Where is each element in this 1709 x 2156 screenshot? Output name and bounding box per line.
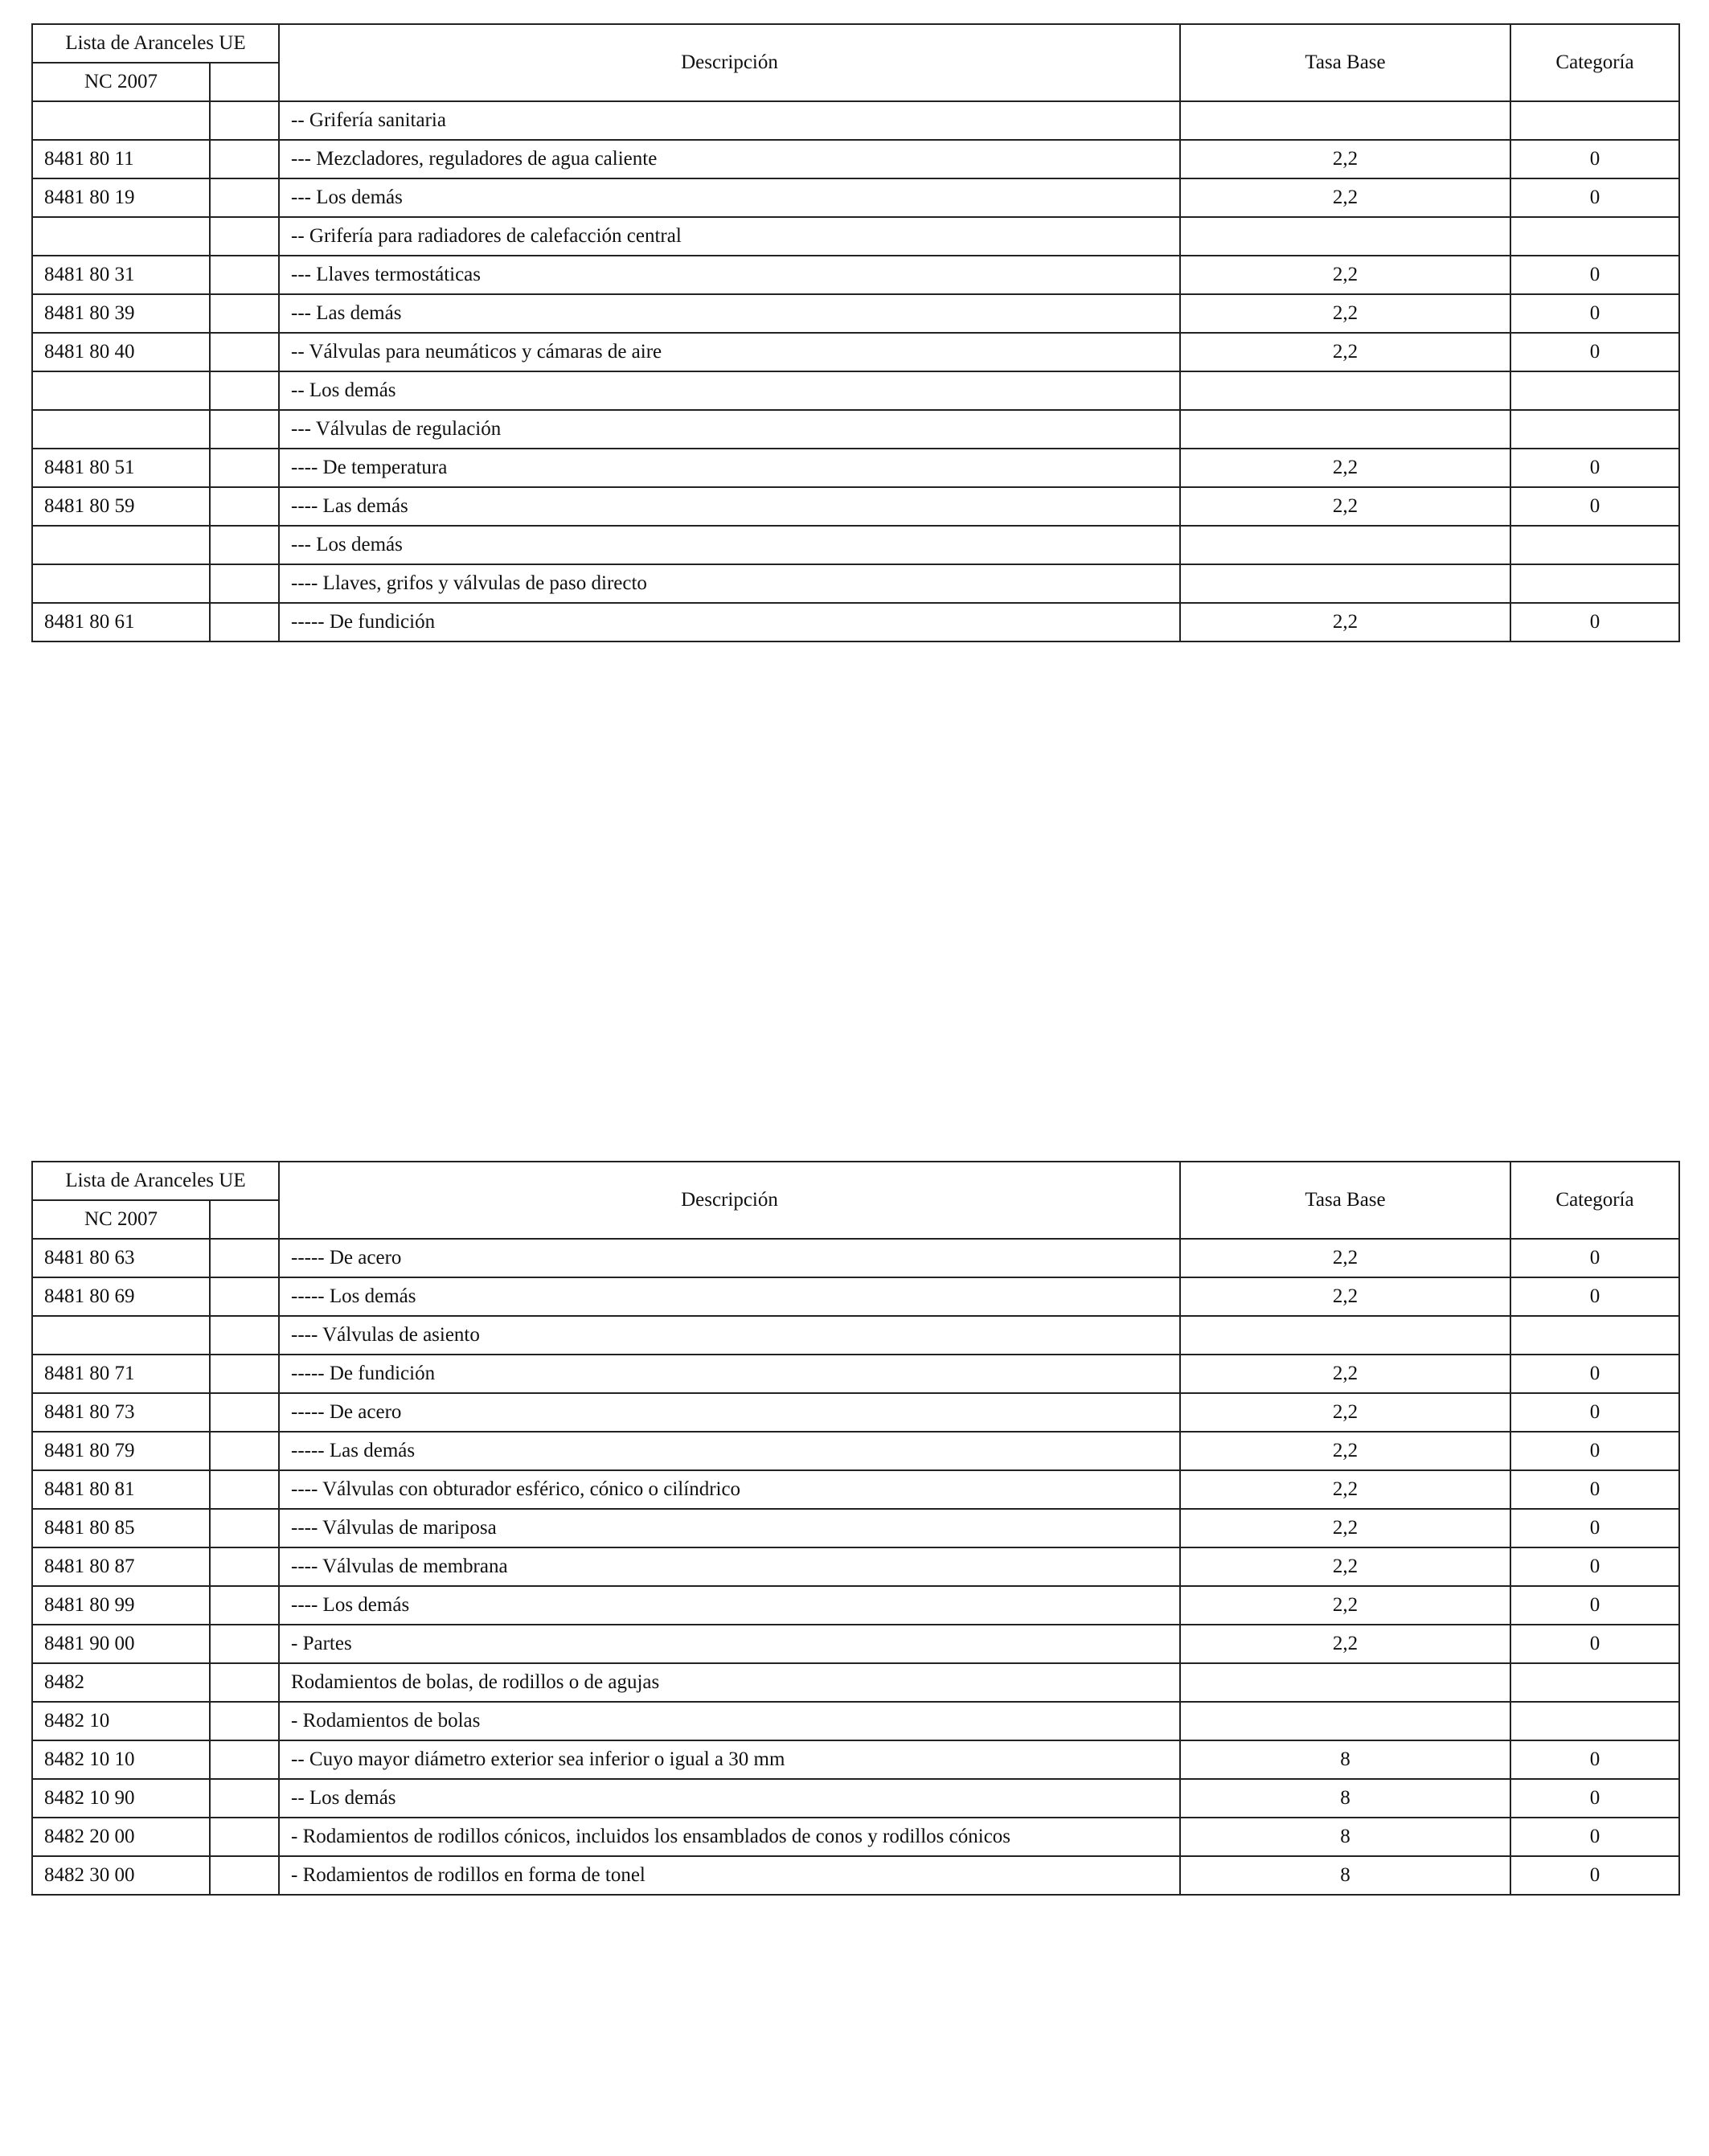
category-cell: 0 (1510, 1277, 1679, 1316)
base-rate-cell (1180, 1316, 1510, 1355)
category-cell: 0 (1510, 487, 1679, 526)
base-rate-cell (1180, 410, 1510, 449)
blank-cell (210, 140, 279, 178)
table-row (32, 603, 1679, 641)
base-rate-cell (1180, 371, 1510, 410)
tariff-code-cell: 8481 80 85 (32, 1509, 210, 1547)
description-cell: - Rodamientos de bolas (279, 1702, 1180, 1740)
tariff-code-cell: 8481 90 00 (32, 1625, 210, 1663)
blank-cell (210, 1509, 279, 1547)
blank-cell (210, 1740, 279, 1779)
description-cell: ---- Válvulas de membrana (279, 1547, 1180, 1586)
description-cell: -- Cuyo mayor diámetro exterior sea inferior o igual a 30 mm (279, 1740, 1180, 1779)
blank-header-cell (210, 1200, 279, 1239)
table-row (32, 1702, 1679, 1740)
base-rate-cell: 8 (1180, 1779, 1510, 1818)
table-row (32, 1432, 1679, 1470)
nc-2007-header: NC 2007 (32, 63, 210, 101)
blank-cell (210, 1663, 279, 1702)
blank-header-cell (210, 63, 279, 101)
table-row (32, 487, 1679, 526)
list-title-header: Lista de Aranceles UE (32, 1162, 279, 1200)
description-cell: ----- De fundición (279, 603, 1180, 641)
tariff-code-cell: 8481 80 81 (32, 1470, 210, 1509)
description-cell: ---- Válvulas de mariposa (279, 1509, 1180, 1547)
tariff-code-cell: 8481 80 11 (32, 140, 210, 178)
base-rate-cell: 8 (1180, 1740, 1510, 1779)
description-cell: ----- De acero (279, 1239, 1180, 1277)
tariff-code-cell: 8482 30 00 (32, 1856, 210, 1895)
table-row (32, 1818, 1679, 1856)
description-cell: -- Los demás (279, 371, 1180, 410)
description-cell: - Partes (279, 1625, 1180, 1663)
base-rate-cell: 2,2 (1180, 1355, 1510, 1393)
category-cell: 0 (1510, 1547, 1679, 1586)
table-row (32, 256, 1679, 294)
category-cell (1510, 1663, 1679, 1702)
category-cell: 0 (1510, 1355, 1679, 1393)
tariff-code-cell: 8481 80 63 (32, 1239, 210, 1277)
table-row (32, 1547, 1679, 1586)
category-cell (1510, 1316, 1679, 1355)
description-cell: --- Los demás (279, 526, 1180, 564)
description-cell: -- Los demás (279, 1779, 1180, 1818)
table-row (32, 1779, 1679, 1818)
blank-cell (210, 178, 279, 217)
description-cell: --- Llaves termostáticas (279, 256, 1180, 294)
tariff-code-cell: 8481 80 40 (32, 333, 210, 371)
table-row (32, 1856, 1679, 1895)
table-row (32, 564, 1679, 603)
category-cell: 0 (1510, 603, 1679, 641)
base-rate-cell (1180, 101, 1510, 140)
blank-cell (210, 1547, 279, 1586)
category-cell: 0 (1510, 333, 1679, 371)
category-cell (1510, 410, 1679, 449)
blank-cell (210, 256, 279, 294)
base-rate-cell: 2,2 (1180, 1586, 1510, 1625)
base-rate-cell: 2,2 (1180, 1470, 1510, 1509)
base-rate-cell: 2,2 (1180, 140, 1510, 178)
description-cell: ---- Los demás (279, 1586, 1180, 1625)
base-rate-cell: 2,2 (1180, 487, 1510, 526)
table-row (32, 1663, 1679, 1702)
tariff-code-cell: 8481 80 39 (32, 294, 210, 333)
description-cell: ----- Las demás (279, 1432, 1180, 1470)
base-rate-cell: 2,2 (1180, 1239, 1510, 1277)
table-row (32, 410, 1679, 449)
blank-cell (210, 1316, 279, 1355)
base-rate-cell: 2,2 (1180, 1625, 1510, 1663)
blank-cell (210, 526, 279, 564)
base-rate-cell: 2,2 (1180, 178, 1510, 217)
tariff-code-cell: 8481 80 79 (32, 1432, 210, 1470)
description-cell: ----- De acero (279, 1393, 1180, 1432)
base-rate-cell (1180, 526, 1510, 564)
description-cell: --- Las demás (279, 294, 1180, 333)
base-rate-cell: 8 (1180, 1856, 1510, 1895)
description-header: Descripción (279, 1162, 1180, 1239)
base-rate-cell: 2,2 (1180, 333, 1510, 371)
table-row (32, 1509, 1679, 1547)
description-cell: --- Los demás (279, 178, 1180, 217)
table-row (32, 371, 1679, 410)
category-cell (1510, 217, 1679, 256)
blank-cell (210, 1586, 279, 1625)
base-rate-cell (1180, 1702, 1510, 1740)
description-cell: ---- Válvulas de asiento (279, 1316, 1180, 1355)
blank-cell (210, 449, 279, 487)
tariff-code-cell: 8481 80 59 (32, 487, 210, 526)
table-row (32, 1470, 1679, 1509)
tariff-code-cell: 8482 (32, 1663, 210, 1702)
table-row (32, 1586, 1679, 1625)
base-rate-cell (1180, 564, 1510, 603)
blank-cell (210, 603, 279, 641)
blank-cell (210, 371, 279, 410)
category-cell: 0 (1510, 178, 1679, 217)
blank-cell (210, 1393, 279, 1432)
tariff-code-cell (32, 526, 210, 564)
blank-cell (210, 294, 279, 333)
description-cell: - Rodamientos de rodillos en forma de tonel (279, 1856, 1180, 1895)
table-row (32, 217, 1679, 256)
category-cell (1510, 1702, 1679, 1740)
description-cell: ----- De fundición (279, 1355, 1180, 1393)
category-cell: 0 (1510, 1509, 1679, 1547)
description-cell: - Rodamientos de rodillos cónicos, incluidos los ensamblados de conos y rodillos cónicos (279, 1818, 1180, 1856)
blank-cell (210, 1470, 279, 1509)
category-cell: 0 (1510, 1432, 1679, 1470)
category-cell: 0 (1510, 449, 1679, 487)
blank-cell (210, 1625, 279, 1663)
tariff-code-cell: 8481 80 71 (32, 1355, 210, 1393)
tariff-code-cell (32, 101, 210, 140)
tariff-code-cell: 8482 10 10 (32, 1740, 210, 1779)
category-cell (1510, 526, 1679, 564)
description-cell: -- Grifería para radiadores de calefacción central (279, 217, 1180, 256)
category-cell: 0 (1510, 1779, 1679, 1818)
category-header: Categoría (1510, 1162, 1679, 1239)
base-rate-header: Tasa Base (1180, 1162, 1510, 1239)
base-rate-cell: 2,2 (1180, 603, 1510, 641)
table-row (32, 140, 1679, 178)
description-cell: --- Mezcladores, reguladores de agua caliente (279, 140, 1180, 178)
tariff-code-cell: 8481 80 73 (32, 1393, 210, 1432)
category-cell: 0 (1510, 1586, 1679, 1625)
category-cell: 0 (1510, 1393, 1679, 1432)
description-header: Descripción (279, 24, 1180, 101)
category-cell: 0 (1510, 1470, 1679, 1509)
table-row (32, 178, 1679, 217)
base-rate-cell: 2,2 (1180, 1277, 1510, 1316)
blank-cell (210, 333, 279, 371)
base-rate-cell: 2,2 (1180, 1509, 1510, 1547)
tariff-code-cell (32, 410, 210, 449)
base-rate-cell (1180, 1663, 1510, 1702)
table-row (32, 1277, 1679, 1316)
blank-cell (210, 1856, 279, 1895)
table-row (32, 1316, 1679, 1355)
tariff-code-cell: 8481 80 19 (32, 178, 210, 217)
category-cell: 0 (1510, 1239, 1679, 1277)
blank-cell (210, 1432, 279, 1470)
base-rate-header: Tasa Base (1180, 24, 1510, 101)
category-header: Categoría (1510, 24, 1679, 101)
blank-cell (210, 564, 279, 603)
base-rate-cell: 8 (1180, 1818, 1510, 1856)
blank-cell (210, 410, 279, 449)
blank-cell (210, 101, 279, 140)
tariff-code-cell: 8481 80 31 (32, 256, 210, 294)
tariff-code-cell (32, 564, 210, 603)
tariff-code-cell: 8481 80 61 (32, 603, 210, 641)
description-cell: Rodamientos de bolas, de rodillos o de agujas (279, 1663, 1180, 1702)
table-row (32, 1355, 1679, 1393)
category-cell (1510, 101, 1679, 140)
tariff-code-cell (32, 1316, 210, 1355)
blank-cell (210, 487, 279, 526)
tariff-code-cell (32, 217, 210, 256)
blank-cell (210, 1239, 279, 1277)
tariff-code-cell (32, 371, 210, 410)
tariff-code-cell: 8482 10 90 (32, 1779, 210, 1818)
description-cell: ---- De temperatura (279, 449, 1180, 487)
table-row (32, 526, 1679, 564)
category-cell (1510, 564, 1679, 603)
blank-cell (210, 1702, 279, 1740)
blank-cell (210, 1818, 279, 1856)
description-cell: -- Grifería sanitaria (279, 101, 1180, 140)
blank-cell (210, 1277, 279, 1316)
tariff-table-1 (31, 23, 1680, 642)
base-rate-cell: 2,2 (1180, 1432, 1510, 1470)
table-row (32, 294, 1679, 333)
tariff-code-cell: 8481 80 51 (32, 449, 210, 487)
blank-cell (210, 217, 279, 256)
description-cell: -- Válvulas para neumáticos y cámaras de aire (279, 333, 1180, 371)
blank-cell (210, 1355, 279, 1393)
base-rate-cell: 2,2 (1180, 294, 1510, 333)
table-row (32, 1393, 1679, 1432)
table-row (32, 1740, 1679, 1779)
base-rate-cell (1180, 217, 1510, 256)
description-cell: ---- Llaves, grifos y válvulas de paso directo (279, 564, 1180, 603)
base-rate-cell: 2,2 (1180, 449, 1510, 487)
description-cell: ---- Las demás (279, 487, 1180, 526)
tariff-code-cell: 8482 10 (32, 1702, 210, 1740)
base-rate-cell: 2,2 (1180, 256, 1510, 294)
table-row (32, 1239, 1679, 1277)
base-rate-cell: 2,2 (1180, 1547, 1510, 1586)
base-rate-cell: 2,2 (1180, 1393, 1510, 1432)
category-cell: 0 (1510, 1625, 1679, 1663)
tariff-code-cell: 8482 20 00 (32, 1818, 210, 1856)
tariff-code-cell: 8481 80 87 (32, 1547, 210, 1586)
category-cell: 0 (1510, 256, 1679, 294)
category-cell: 0 (1510, 1740, 1679, 1779)
description-cell: --- Válvulas de regulación (279, 410, 1180, 449)
list-title-header: Lista de Aranceles UE (32, 24, 279, 63)
table-row (32, 101, 1679, 140)
category-cell: 0 (1510, 1818, 1679, 1856)
table-row (32, 1625, 1679, 1663)
blank-cell (210, 1779, 279, 1818)
tariff-table-2 (31, 1161, 1680, 1896)
category-cell (1510, 371, 1679, 410)
category-cell: 0 (1510, 1856, 1679, 1895)
table-row (32, 449, 1679, 487)
category-cell: 0 (1510, 140, 1679, 178)
category-cell: 0 (1510, 294, 1679, 333)
tariff-code-cell: 8481 80 99 (32, 1586, 210, 1625)
table-row (32, 333, 1679, 371)
description-cell: ---- Válvulas con obturador esférico, cónico o cilíndrico (279, 1470, 1180, 1509)
description-cell: ----- Los demás (279, 1277, 1180, 1316)
tariff-code-cell: 8481 80 69 (32, 1277, 210, 1316)
nc-2007-header: NC 2007 (32, 1200, 210, 1239)
